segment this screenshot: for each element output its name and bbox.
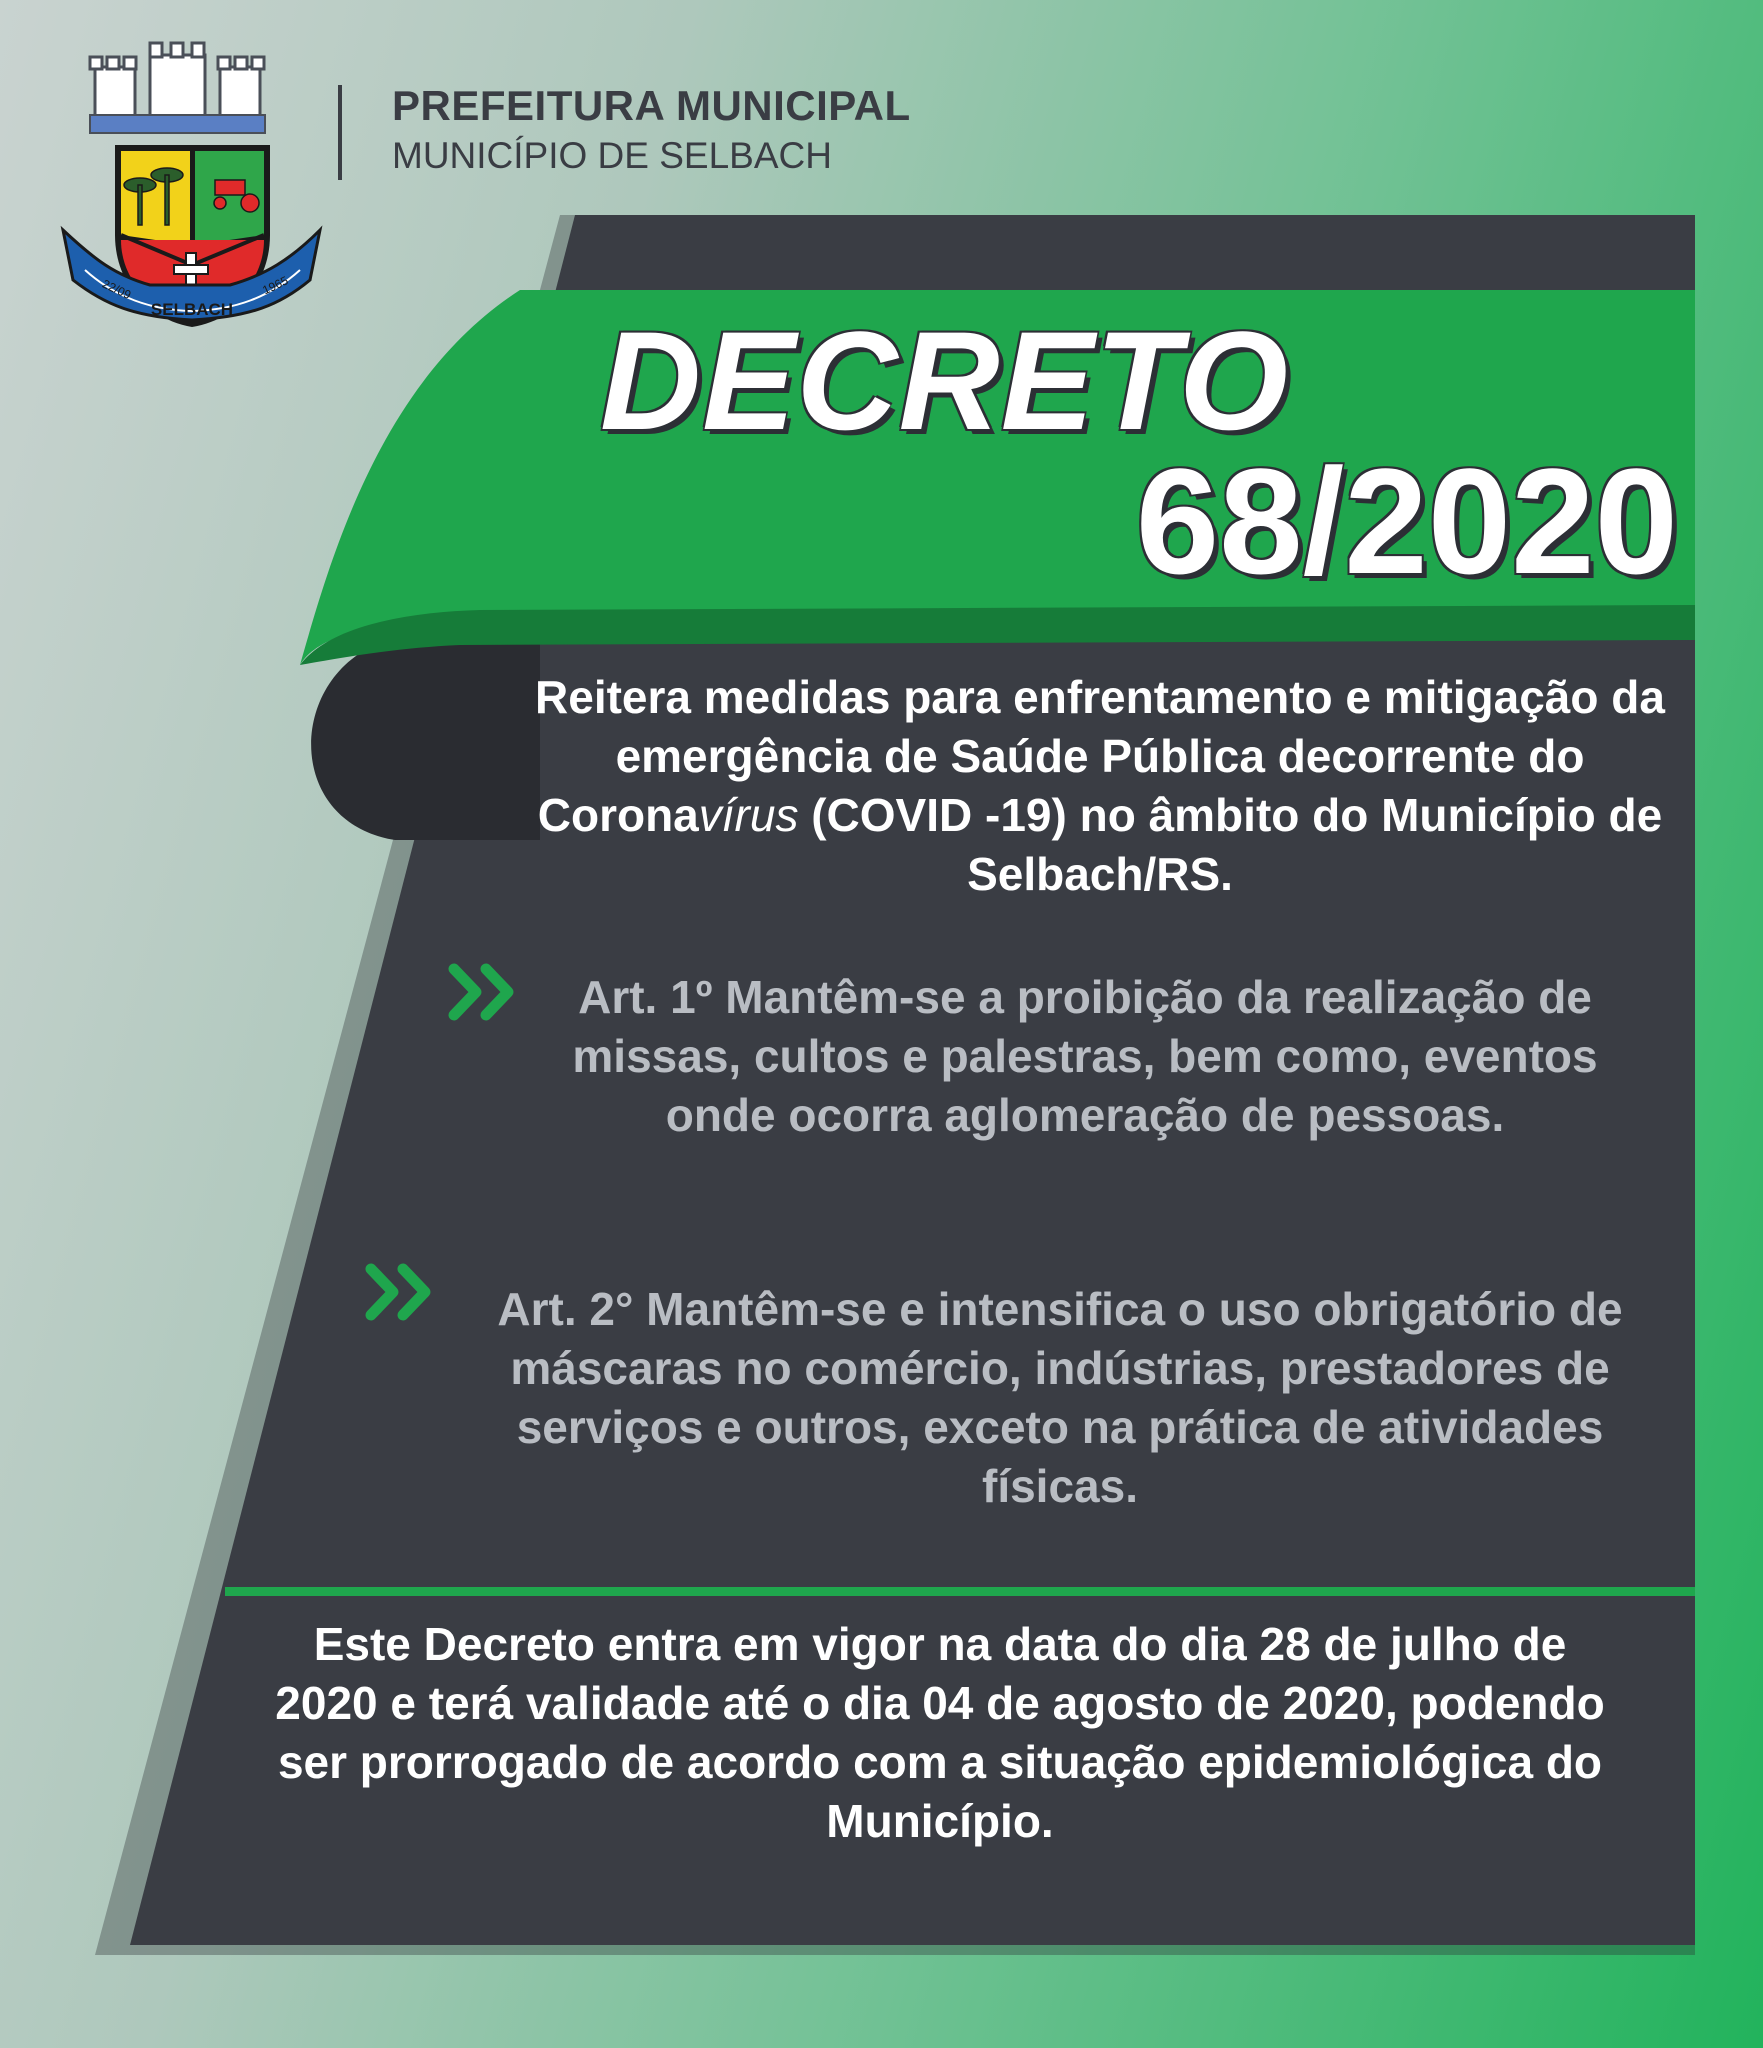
decree-title: DECRETO [600, 302, 1289, 459]
intro-text-italic: vírus [698, 788, 799, 841]
chevron-right-double-icon [448, 963, 520, 1021]
intro-text [500, 668, 1700, 904]
decree-number: 68/2020 [1135, 437, 1678, 605]
crest-name: SELBACH [150, 300, 234, 319]
header-title: PREFEITURA MUNICIPAL [392, 82, 911, 129]
separator-line [225, 1587, 1695, 1596]
article-2-text: Art. 2° Mantêm-se e intensifica o uso obrigatório de máscaras no comércio, indústrias, prestadores de serviços e outros, exceto na prática de atividades físicas. [497, 1283, 1623, 1512]
effective-date-text: Este Decreto entra em vigor na data do dia 28 de julho de 2020 e terá validade até o dia 04 de agosto de 2020, podendo ser prorrogado de acordo com a situação epidemiológica do Município. [275, 1618, 1605, 1847]
crest-left-date: 22/09 [100, 276, 134, 303]
intro-text-start: Reitera medidas para enfrentamento e mitigação da emergência de Saúde Pública decorrente do Corona [535, 671, 1665, 841]
intro-text-end: (COVID -19) no âmbito do Município de Selbach/RS. [798, 788, 1663, 900]
chevron-right-double-icon [365, 1263, 437, 1321]
crest-icon [55, 35, 330, 355]
header-divider [338, 85, 342, 180]
article-1-text: Art. 1º Mantêm-se a proibição da realização de missas, cultos e palestras, bem como, eventos onde ocorra aglomeração de pessoas. [572, 971, 1598, 1141]
header-subtitle: MUNICÍPIO DE SELBACH [392, 135, 832, 176]
crest-right-year: 1965 [260, 273, 291, 298]
